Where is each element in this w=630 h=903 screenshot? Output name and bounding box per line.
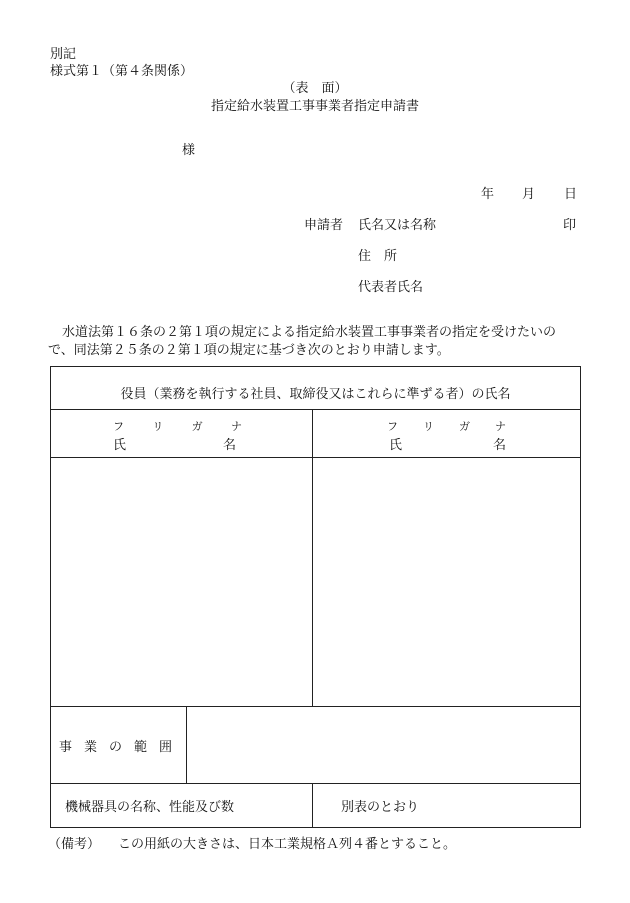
applicant-name-label: 氏名又は名称 [358,218,437,233]
body-text-line-2: で、同法第２５条の２第１項の規定に基づき次のとおり申請します。 [48,343,450,358]
seal-mark: 印 [563,218,577,233]
officer-names-field-right[interactable] [313,458,581,707]
name-char: 名 [493,438,507,453]
annex-label: 別記 [50,47,77,62]
date-day-label: 日 [564,187,578,202]
name-char: 氏 [113,438,127,453]
date-month-label: 月 [522,187,536,202]
representative-name-label: 代表者氏名 [358,280,424,295]
application-table [50,366,581,828]
furigana-char: フ [113,420,124,433]
body-text-line-1: 水道法第１６条の２第１項の規定による指定給水装置工事事業者の指定を受けたいの [62,325,557,340]
furigana-char: リ [423,420,434,433]
equipment-value: 別表のとおり [313,784,581,828]
officer-name-header-left [51,410,313,458]
date-year-label: 年 [481,187,495,202]
furigana-char: リ [152,420,164,433]
business-scope-field[interactable] [187,707,581,784]
furigana-char: ナ [230,420,242,433]
name-char: 氏 [389,438,403,453]
page-title: 指定給水装置工事事業者指定申請書 [210,99,419,114]
form-number: 様式第１（第４条関係） [50,64,194,79]
name-char: 名 [222,438,236,453]
officer-names-field-left[interactable] [51,458,313,707]
form-side: （表 面） [282,81,348,96]
furigana-char: ナ [495,420,506,433]
applicant-label: 申請者 [304,218,344,233]
equipment-label: 機械器具の名称、性能及び数 [51,784,313,828]
furigana-char: ガ [459,420,470,433]
remarks-label: （備考） [48,837,101,852]
applicant-address-label: 住 所 [358,249,398,264]
furigana-char: ガ [191,420,203,433]
business-scope-label: 事業の範囲 [51,707,187,784]
furigana-char: フ [387,420,398,433]
addressee-suffix: 様 [182,143,196,158]
roles-header: 役員（業務を執行する社員、取締役又はこれらに準ずる者）の氏名 [51,367,581,410]
officer-name-header-right [313,410,581,458]
remarks-text: この用紙の大きさは、日本工業規格Ａ列４番とすること。 [118,837,457,852]
